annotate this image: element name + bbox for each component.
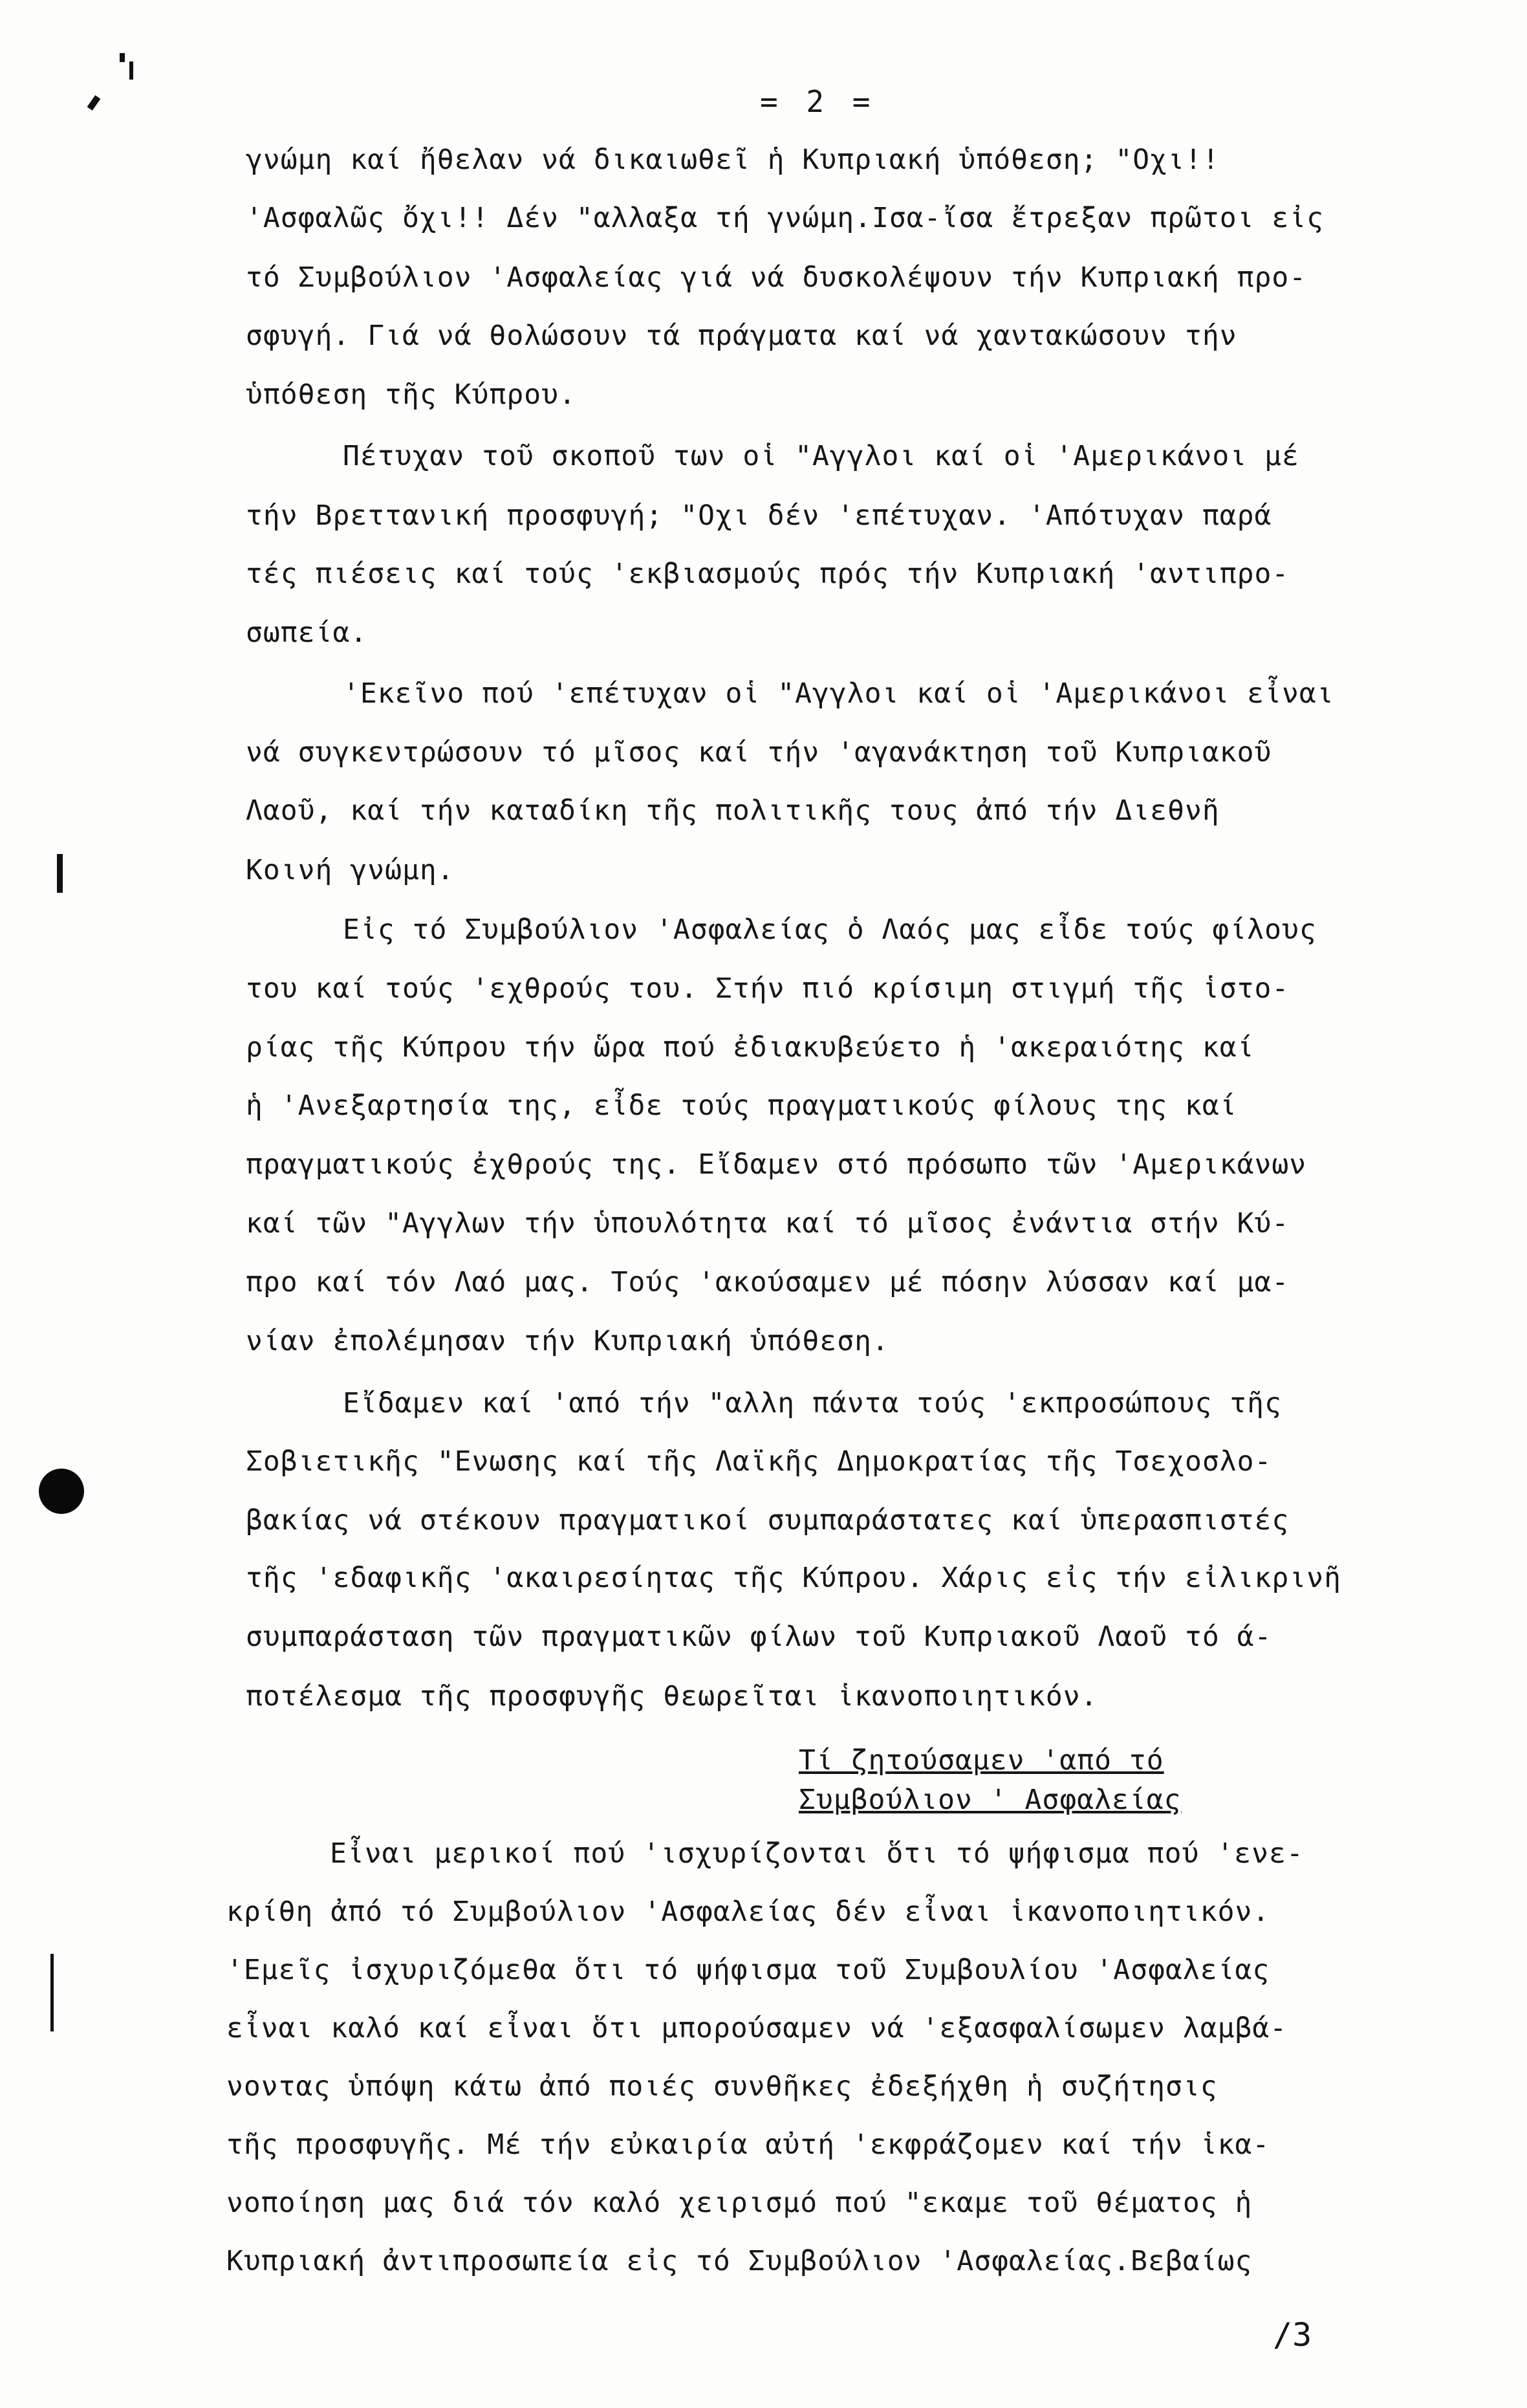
text-line: Εἶναι μερικοί πού 'ισχυρίζονται ὅτι τό ψήφισμα πού 'ενε- xyxy=(330,1837,1304,1870)
text-line: πραγματικούς ἐχθρούς της. Εἴδαμεν στό πρόσωπο τῶν 'Αμερικάνων xyxy=(246,1148,1307,1181)
scan-speck xyxy=(87,95,101,111)
scan-mark xyxy=(50,1954,54,2031)
text-line: Εἰς τό Συμβούλιον 'Ασφαλείας ὁ Λαός μας εἶδε τούς φίλους xyxy=(343,914,1317,946)
text-line: ρίας τῆς Κύπρου τήν ὥρα πού ἐδιακυβεύετο ἡ 'ακεραιότης καί xyxy=(246,1031,1255,1064)
text-line: κρίθη ἀπό τό Συμβούλιον 'Ασφαλείας δέν εἶναι ἱκανοποιητικόν. xyxy=(226,1896,1270,1928)
text-line: Πέτυχαν τοῦ σκοποῦ των οἱ "Αγγλοι καί οἱ 'Αμερικάνοι μέ xyxy=(343,440,1299,472)
text-line: Κοινή γνώμη. xyxy=(246,854,455,886)
text-line: ἡ 'Ανεξαρτησία της, εἶδε τούς πραγματικούς φίλους της καί xyxy=(246,1089,1237,1122)
text-line: του καί τούς 'εχθρούς του. Στήν πιό κρίσιμη στιγμή τῆς ἱστο- xyxy=(246,972,1290,1005)
next-page-marker: /3 xyxy=(1273,2316,1312,2354)
text-line: 'Εμεῖς ἰσχυριζόμεθα ὅτι τό ψήφισμα τοῦ Συμβουλίου 'Ασφαλείας xyxy=(226,1954,1270,1986)
text-line: σφυγή. Γιά νά θολώσουν τά πράγματα καί νά χαντακώσουν τήν xyxy=(246,320,1237,352)
text-line: Σοβιετικῆς "Ενωσης καί τῆς Λαϊκῆς Δημοκρατίας τῆς Τσεχοσλο- xyxy=(246,1445,1272,1478)
section-heading-line-1: Τί ζητούσαμεν 'από τό xyxy=(799,1744,1164,1777)
text-line: 'Εκεῖνο πού 'επέτυχαν οἱ "Αγγλοι καί οἱ 'Αμερικάνοι εἶναι xyxy=(343,677,1334,710)
text-line: εἶναι καλό καί εἶναι ὅτι μπορούσαμεν νά 'εξασφαλίσωμεν λαμβά- xyxy=(226,2012,1288,2044)
text-line: νίαν ἐπολέμησαν τήν Κυπριακή ὑπόθεση. xyxy=(246,1325,889,1357)
text-line: τῆς προσφυγῆς. Μέ τήν εὐκαιρία αὐτή 'εκφράζομεν καί τήν ἱκα- xyxy=(226,2129,1270,2161)
text-line: Λαοῦ, καί τήν καταδίκη τῆς πολιτικῆς τους ἀπό τήν Διεθνῆ xyxy=(246,794,1220,827)
scan-mark xyxy=(57,854,63,893)
text-line: τό Συμβούλιον 'Ασφαλείας γιά νά δυσκολέψουν τήν Κυπριακή προ- xyxy=(246,261,1307,294)
text-line: προ καί τόν Λαό μας. Τούς 'ακούσαμεν μέ πόσην λύσσαν καί μα- xyxy=(246,1266,1290,1298)
text-line: νά συγκεντρώσουν τό μῖσος καί τήν 'αγανάκτηση τοῦ Κυπριακοῦ xyxy=(246,736,1272,769)
text-line: βακίας νά στέκουν πραγματικοί συμπαράστατες καί ὑπερασπιστές xyxy=(246,1504,1290,1537)
text-line: 'Ασφαλῶς ὄχι!! Δέν "αλλαξα τή γνώμη.Ισα-ἴσα ἔτρεξαν πρῶτοι εἰς xyxy=(246,202,1325,234)
scan-speck xyxy=(129,61,133,80)
text-line: ὑπόθεση τῆς Κύπρου. xyxy=(246,378,576,411)
scan-speck xyxy=(120,53,125,62)
text-line: Εἴδαμεν καί 'από τήν "αλλη πάντα τούς 'εκπροσώπους τῆς xyxy=(343,1387,1282,1419)
section-heading-line-2: Συμβούλιον ' Ασφαλείας xyxy=(799,1784,1182,1816)
text-line: καί τῶν "Αγγλων τήν ὑπουλότητα καί τό μῖσος ἐνάντια στήν Κύ- xyxy=(246,1207,1290,1240)
text-line: τῆς 'εδαφικῆς 'ακαιρεσίητας τῆς Κύπρου. Χάρις εἰς τήν εἰλικρινῆ xyxy=(246,1562,1341,1594)
text-line: συμπαράσταση τῶν πραγματικῶν φίλων τοῦ Κυπριακοῦ Λαοῦ τό ά- xyxy=(246,1621,1272,1653)
page-number: = 2 = xyxy=(760,84,876,119)
text-line: νοποίηση μας διά τόν καλό χειρισμό πού "εκαμε τοῦ θέματος ἡ xyxy=(226,2187,1253,2219)
text-line: νοντας ὑπόψη κάτω ἀπό ποιές συνθῆκες ἐδεξήχθη ἡ συζήτησις xyxy=(226,2070,1218,2103)
text-line: τές πιέσεις καί τούς 'εκβιασμούς πρός τήν Κυπριακή 'αντιπρο- xyxy=(246,558,1290,590)
text-line: τήν Βρεττανική προσφυγή; "Οχι δέν 'επέτυχαν. 'Απότυχαν παρά xyxy=(246,499,1272,532)
text-line: ποτέλεσμα τῆς προσφυγῆς θεωρεῖται ἱκανοποιητικόν. xyxy=(246,1680,1098,1713)
punch-hole xyxy=(39,1469,84,1514)
text-line: Κυπριακή ἀντιπροσωπεία εἰς τό Συμβούλιον 'Ασφαλείας.Βεβαίως xyxy=(226,2245,1253,2277)
text-line: σωπεία. xyxy=(246,617,368,649)
text-line: γνώμη καί ἤθελαν νά δικαιωθεῖ ἡ Κυπριακή ὑπόθεση; "Οχι!! xyxy=(246,144,1220,176)
